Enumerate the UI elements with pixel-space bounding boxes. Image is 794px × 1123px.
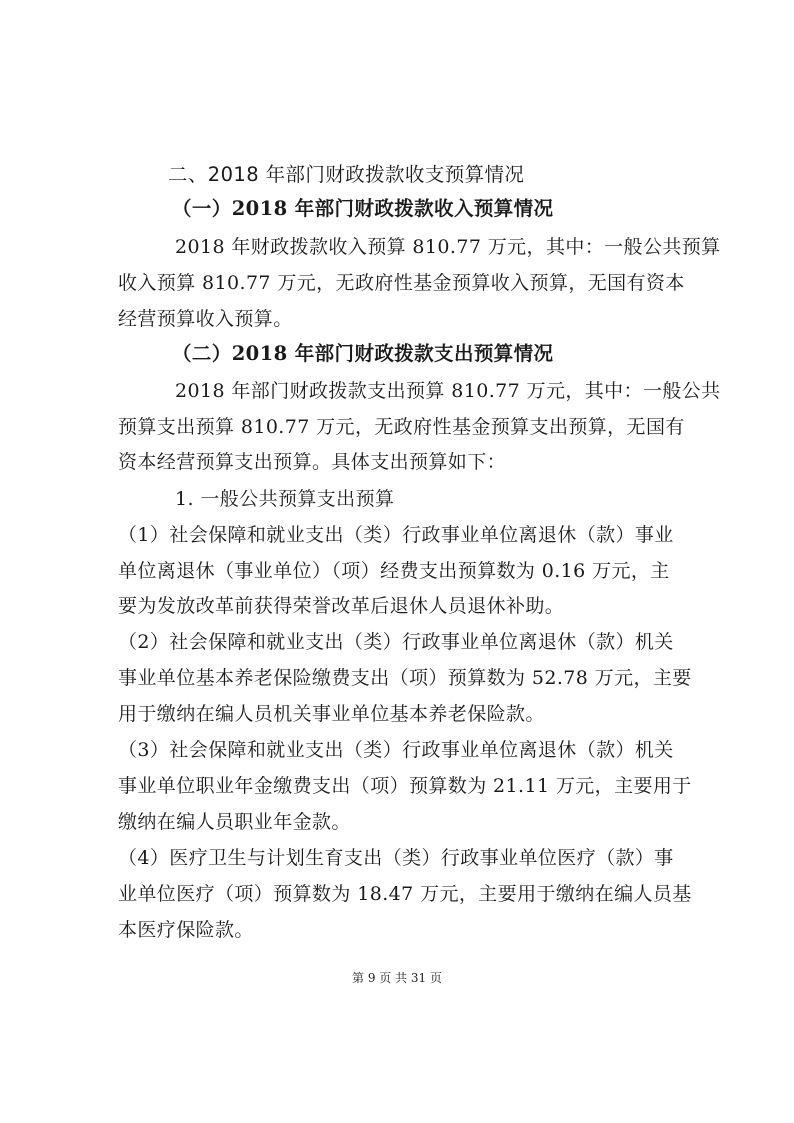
item-2-line-3: 用于缴纳在编人员机关事业单位基本养老保险款。 <box>118 703 545 725</box>
section1-line-2: 收入预算 810.77 万元，无政府性基金预算收入预算，无国有资本 <box>118 272 685 294</box>
section1-line-1: 2018 年财政拨款收入预算 810.77 万元，其中：一般公共预算 <box>175 236 721 258</box>
section2-heading: （二）2018 年部门财政拨款支出预算情况 <box>172 342 554 365</box>
section2-line-3: 资本经营预算支出预算。具体支出预算如下： <box>118 451 507 473</box>
section2-line-1: 2018 年部门财政拨款支出预算 810.77 万元，其中：一般公共 <box>175 380 721 402</box>
sub-heading: 1. 一般公共预算支出预算 <box>175 488 395 510</box>
item-1-line-1: （1）社会保障和就业支出（类）行政事业单位离退休（款）事业 <box>118 524 674 546</box>
item-1-line-2: 单位离退休（事业单位）（项）经费支出预算数为 0.16 万元，主 <box>118 560 670 582</box>
section-heading-main: 二、2018 年部门财政拨款收支预算情况 <box>168 163 525 186</box>
page-footer: 第 9 页 共 31 页 <box>352 971 442 985</box>
item-2-line-1: （2）社会保障和就业支出（类）行政事业单位离退休（款）机关 <box>118 631 674 653</box>
item-1-line-3: 要为发放改革前获得荣誉改革后退休人员退休补助。 <box>118 595 565 617</box>
item-4-line-3: 本医疗保险款。 <box>118 919 254 941</box>
item-4-line-1: （4）医疗卫生与计划生育支出（类）行政事业单位医疗（款）事 <box>118 847 674 869</box>
item-3-line-2: 事业单位职业年金缴费支出（项）预算数为 21.11 万元，主要用于 <box>118 775 692 797</box>
section2-line-2: 预算支出预算 810.77 万元，无政府性基金预算支出预算，无国有 <box>118 416 685 438</box>
item-3-line-1: （3）社会保障和就业支出（类）行政事业单位离退休（款）机关 <box>118 739 674 761</box>
item-4-line-2: 业单位医疗（项）预算数为 18.47 万元，主要用于缴纳在编人员基 <box>118 883 692 905</box>
item-2-line-2: 事业单位基本养老保险缴费支出（项）预算数为 52.78 万元，主要 <box>118 667 692 689</box>
section1-heading: （一）2018 年部门财政拨款收入预算情况 <box>172 197 554 220</box>
section1-line-3: 经营预算收入预算。 <box>118 308 293 330</box>
item-3-line-3: 缴纳在编人员职业年金款。 <box>118 811 351 833</box>
